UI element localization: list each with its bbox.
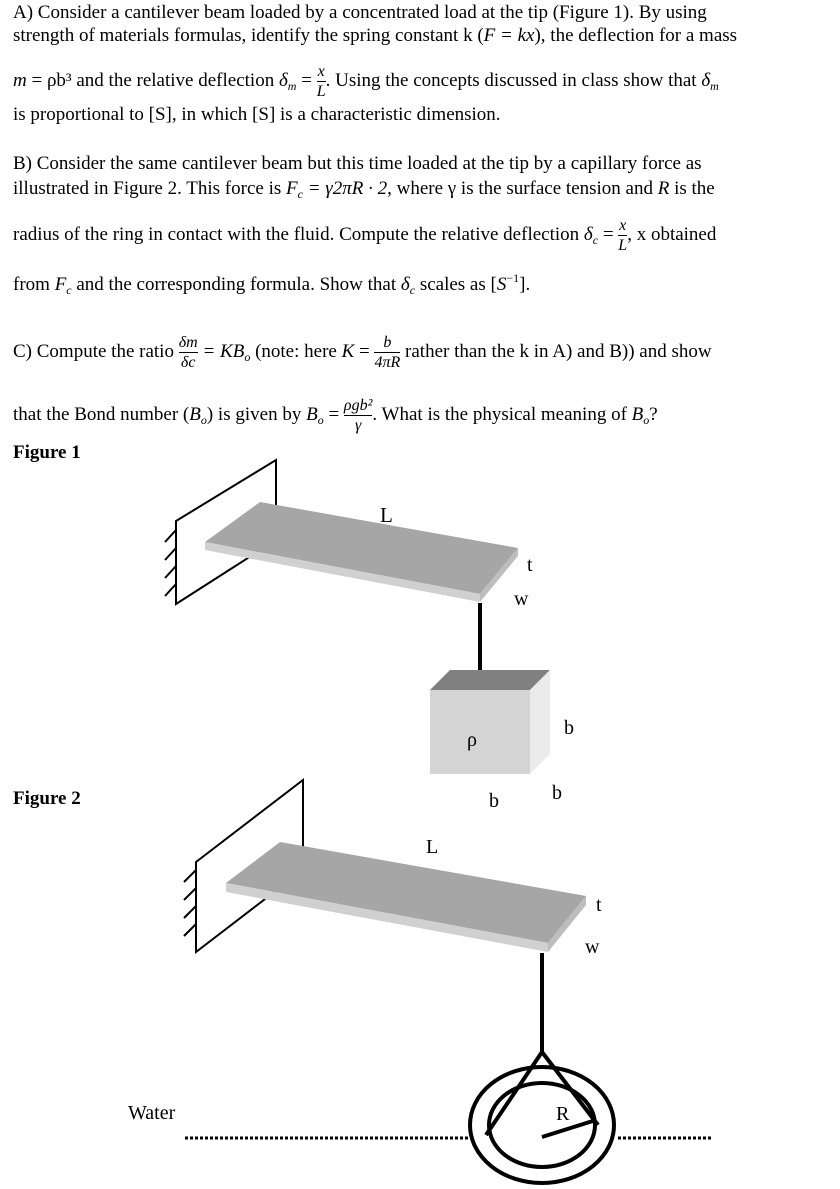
part-b-line-2: illustrated in Figure 2. This force is $F_c = \gamma 2\pi R \cdot 2$, where γ is the surface tension and R is the (13, 178, 715, 201)
part-b-line-4: from $F_c$ and the corresponding formula. Show that $\delta_c$ scales as $[S^{-1}]$. (13, 271, 531, 297)
part-a-line-4: is proportional to [S], in which [S] is a characteristic dimension. (13, 104, 501, 125)
figure-2-title: Figure 2 (13, 788, 81, 809)
fraction-delta-ratio: $\frac{\delta m}{\delta c}$ (178, 334, 198, 371)
figure-2-label-thickness: t (596, 894, 602, 916)
figure-2-label-length: L (426, 836, 439, 858)
figure-2-label-width: w (585, 936, 600, 958)
fraction-bond-number: $\frac{\text{ρgb²}}{\gamma}$ (343, 397, 373, 434)
part-a-line-2: strength of materials formulas, identify the spring constant k (F = kx), the deflection for a mass (13, 25, 738, 46)
figure-1-title: Figure 1 (13, 442, 81, 463)
part-a-line-1: A) Consider a cantilever beam loaded by a concentrated load at the tip (Figure 1). By using (13, 2, 707, 23)
figure-2-beam (226, 842, 586, 952)
figure-1-label-b-bottom: b (489, 790, 499, 812)
part-c-line-1: C) Compute the ratio $\frac{\delta m}{\delta c}$ = $KB_o$ (note: here K = $\frac{b}{4\pi R}$ rather than the k in A) and B)) and show (13, 334, 712, 371)
figure-1-mass-cube (430, 670, 550, 774)
figure-1-label-length: L (380, 503, 393, 527)
figure-1-label-width: w (514, 588, 529, 610)
fraction-x-over-l: $\frac{x}{L}$ (316, 63, 326, 100)
part-b-line-3: radius of the ring in contact with the fluid. Compute the relative deflection $\delta_c$ = $\frac{x}{L}$ , x obtained (13, 217, 717, 254)
figure-1-label-density: ρ (467, 729, 477, 751)
figure-1-label-b-side: b (564, 717, 574, 739)
fraction-k: $\frac{b}{4\pi R}$ (374, 334, 401, 371)
part-c-line-2: that the Bond number $(B_o)$ is given by $B_o$ = $\frac{\text{ρgb²}}{\gamma}$ . What is the physical meaning of $B_o$? (13, 397, 658, 434)
figure-1-beam (205, 502, 518, 602)
figure-2-label-radius: R (556, 1103, 570, 1125)
water-label: Water (128, 1102, 176, 1124)
figure-1-label-thickness: t (527, 554, 533, 576)
part-b-line-1: B) Consider the same cantilever beam but this time loaded at the tip by a capillary force as (13, 153, 702, 174)
figure-2-ring (470, 1052, 614, 1183)
fraction-x-over-l-b: $\frac{x}{L}$ (618, 217, 628, 254)
figure-1-label-b-corner: b (552, 782, 562, 804)
part-a-line-3: m = ρb³ and the relative deflection $\delta_m$ = $\frac{x}{L}$ . Using the concepts discussed in class show that $\delta_m$ (13, 63, 719, 100)
